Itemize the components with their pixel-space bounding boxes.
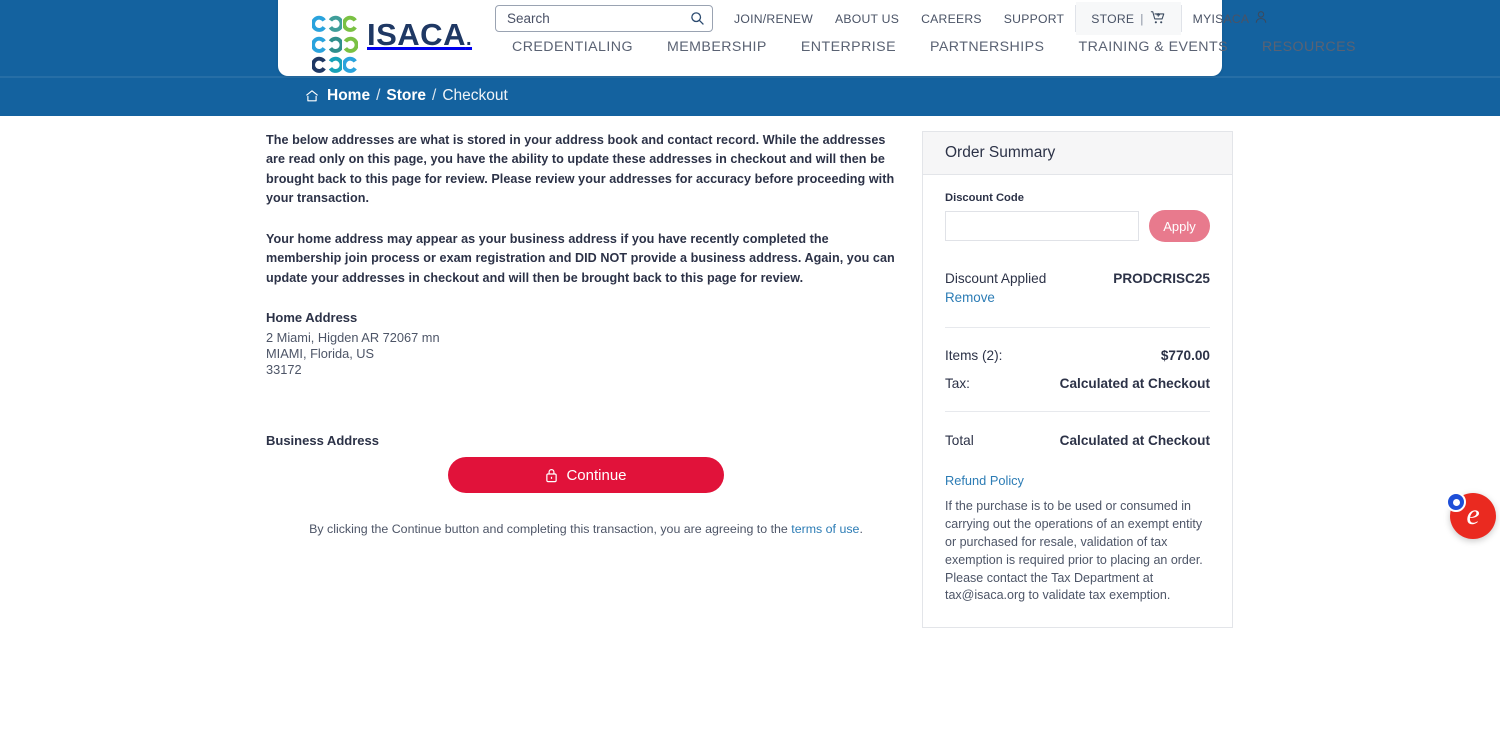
utility-nav-label: JOIN/RENEW (734, 11, 814, 26)
home-address-line1: 2 Miami, Higden AR 72067 mn (266, 329, 440, 345)
main-nav-label: PARTNERSHIPS (930, 39, 1045, 55)
notification-badge[interactable] (1446, 492, 1466, 512)
cart-icon[interactable] (1150, 10, 1166, 28)
search-box[interactable] (495, 5, 713, 32)
utility-nav-careers[interactable] (910, 12, 993, 26)
tax-row (945, 376, 1210, 391)
home-address-block (266, 310, 906, 379)
utility-nav-label: SUPPORT (1003, 11, 1065, 26)
myisaca-label: MYISACA (1192, 11, 1250, 26)
discount-code-label: Discount Code (945, 192, 1024, 204)
home-address-line2: MIAMI, Florida, US (266, 346, 375, 362)
refund-policy-link[interactable]: Refund Policy (945, 473, 1024, 488)
utility-nav-myisaca[interactable] (1182, 10, 1280, 27)
main-nav-enterprise[interactable] (784, 39, 913, 55)
business-address-title: Business Address (266, 432, 379, 448)
summary-divider (945, 411, 1210, 412)
breadcrumb-label: Store (386, 87, 427, 104)
continue-button[interactable] (448, 457, 724, 493)
breadcrumb-item-home[interactable] (327, 87, 370, 105)
discount-applied-row (945, 271, 1210, 286)
band-shade (0, 76, 1500, 78)
terms-of-use-link[interactable]: terms of use (791, 522, 860, 536)
breadcrumb-item-checkout: Checkout (442, 87, 508, 104)
main-nav-label: RESOURCES (1262, 39, 1356, 55)
utility-nav (723, 2, 1279, 35)
tax-exemption-note: If the purchase is to be used or consumed in carrying out the operations of an exempt entity or purchased for resale, validation of tax exemption is required prior to placing an order. Please contact the Tax Department at tax@isaca.org to validate tax exemption. (945, 499, 1203, 603)
main-nav-resources[interactable] (1245, 39, 1373, 55)
discount-code-input[interactable] (945, 211, 1139, 241)
intro-paragraph-2: Your home address may appear as your business address if you have recently completed the membership join process or exam registration and DID NOT provide a business address. Again, you can update your addresses in checkout and will then be brought back to this page for review. (266, 232, 895, 285)
remove-discount-link[interactable]: Remove (945, 290, 995, 305)
main-nav-label: TRAINING & EVENTS (1078, 39, 1229, 55)
tax-label: Tax: (945, 376, 970, 391)
breadcrumb-item-store[interactable] (386, 87, 426, 105)
search-input[interactable] (505, 10, 690, 27)
main-nav-label: CREDENTIALING (512, 39, 633, 55)
tax-value: Calculated at Checkout (1059, 376, 1210, 391)
user-icon (1254, 10, 1268, 27)
items-value: $770.00 (1160, 348, 1210, 363)
site-header-card (278, 0, 1356, 76)
apply-discount-button[interactable]: Apply (1149, 210, 1210, 242)
lock-icon (545, 468, 558, 483)
home-address-line3: 33172 (266, 362, 302, 378)
utility-nav-support[interactable] (993, 12, 1075, 26)
utility-nav-about-us[interactable] (824, 12, 910, 26)
isaca-logo[interactable] (312, 14, 472, 54)
summary-divider (945, 327, 1210, 328)
isaca-logo-mark (312, 14, 358, 54)
total-label: Total (945, 433, 974, 448)
main-nav-partnerships[interactable] (913, 39, 1061, 55)
store-divider: | (1140, 11, 1144, 26)
order-summary-body (923, 175, 1232, 627)
home-icon (305, 89, 319, 103)
terms-prefix: By clicking the Continue button and completing this transaction, you are agreeing to the (309, 522, 792, 536)
intro-paragraph-1: The below addresses are what is stored in your address book and contact record. While the addresses are read only on this page, you have the ability to update these addresses in checkout and will then be brought back to this page for review. Please review your addresses for accuracy before proceeding with your transaction. (266, 133, 895, 205)
breadcrumb-label: Home (327, 87, 371, 104)
terms-notice (266, 522, 906, 536)
main-nav-label: MEMBERSHIP (666, 39, 767, 55)
discount-applied-value: PRODCRISC25 (1113, 271, 1210, 286)
continue-section (266, 457, 906, 536)
total-value: Calculated at Checkout (1059, 433, 1210, 448)
total-row (945, 433, 1210, 448)
utility-nav-label: ABOUT US (835, 11, 900, 26)
breadcrumb-separator: / (376, 87, 381, 104)
checkout-address-review (266, 131, 906, 453)
utility-nav-label: CAREERS (921, 11, 982, 26)
breadcrumb-separator: / (432, 87, 437, 104)
terms-suffix: . (859, 522, 863, 536)
discount-code-row (945, 210, 1210, 242)
search-icon[interactable] (690, 11, 705, 26)
utility-nav-join-renew[interactable] (723, 12, 824, 26)
store-label: STORE (1091, 11, 1135, 26)
chat-swirl-icon: e (1466, 498, 1480, 531)
items-row (945, 348, 1210, 363)
main-nav-membership[interactable] (650, 39, 784, 55)
breadcrumb (305, 87, 508, 105)
items-label: Items (2): (945, 348, 1003, 363)
order-summary-panel (922, 131, 1233, 628)
chat-assistant-widget[interactable] (1450, 493, 1498, 541)
continue-button-label: Continue (566, 466, 627, 484)
main-nav-training-events[interactable] (1061, 39, 1245, 55)
utility-nav-store[interactable] (1080, 10, 1176, 28)
home-address-title: Home Address (266, 309, 358, 325)
isaca-wordmark: ISACA. (367, 16, 473, 52)
store-group (1076, 2, 1180, 35)
main-nav (495, 39, 1373, 55)
business-address-block (266, 433, 906, 448)
discount-applied-label: Discount Applied (945, 271, 1047, 286)
main-nav-label: ENTERPRISE (800, 39, 897, 55)
badge-dot-icon (1453, 499, 1460, 506)
order-summary-title: Order Summary (923, 132, 1232, 175)
main-nav-credentialing[interactable] (495, 39, 650, 55)
